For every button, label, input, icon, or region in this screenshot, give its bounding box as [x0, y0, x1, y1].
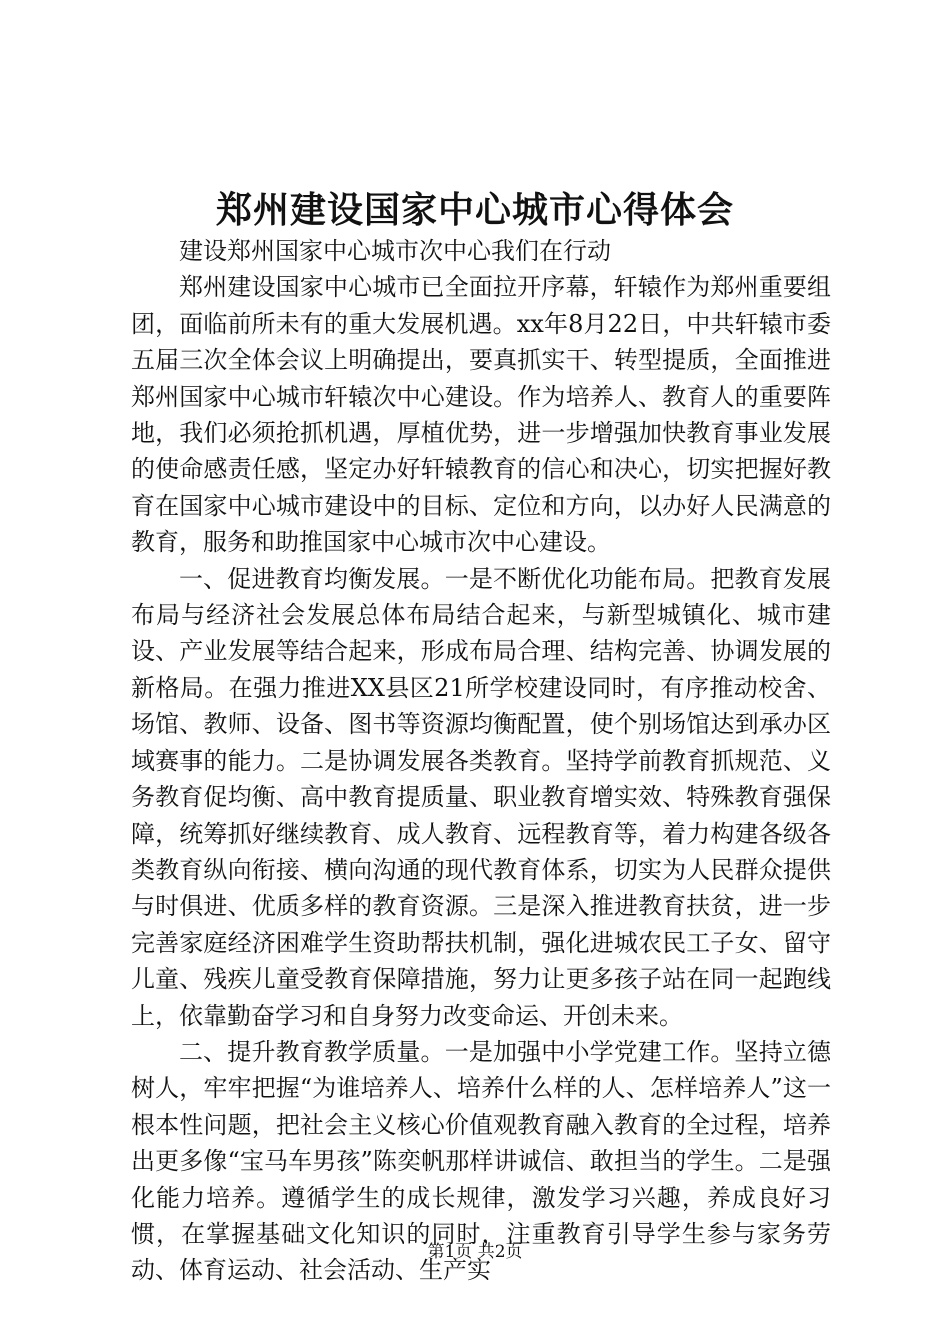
- paragraph-section-two: 二、提升教育教学质量。一是加强中小学党建工作。坚持立德树人，牢牢把握“为谁培养人、培养什么样的人、怎样培养人”这一根本性问题，把社会主义核心价值观教育融入教育的全过程，培养出更多像“宝马车男孩”陈奕帆那样讲诚信、敢担当的学生。二是强化能力培养。遵循学生的成长规律，激发学习兴趣，养成良好习惯，在掌握基础文化知识的同时，注重教育引导学生参与家务劳动、体育运动、社会活动、生产实: [131, 1037, 831, 1285]
- page-footer: 第1页 共2页: [427, 1242, 523, 1262]
- paragraph-subtitle: 建设郑州国家中心城市次中心我们在行动: [179, 237, 611, 265]
- paragraph-section-one: 一、促进教育均衡发展。一是不断优化功能布局。把教育发展布局与经济社会发展总体布局结合起来，与新型城镇化、城市建设、产业发展等结合起来，形成布局合理、结构完善、协调发展的新格局。在强力推进XX县区21所学校建设同时，有序推动校舍、场馆、教师、设备、图书等资源均衡配置，使个别场馆达到承办区域赛事的能力。二是协调发展各类教育。坚持学前教育抓规范、义务教育促均衡、高中教育提质量、职业教育增实效、特殊教育强保障，统筹抓好继续教育、成人教育、远程教育等，着力构建各级各类教育纵向衔接、横向沟通的现代教育体系，切实为人民群众提供与时俱进、优质多样的教育资源。三是深入推进教育扶贫，进一步完善家庭经济困难学生资助帮扶机制，强化进城农民工子女、留守儿童、残疾儿童受教育保障措施，努力让更多孩子站在同一起跑线上，依靠勤奋学习和自身努力改变命运、开创未来。: [131, 564, 831, 1030]
- document-body: [131, 233, 831, 1289]
- paragraph-intro: 郑州建设国家中心城市已全面拉开序幕，轩辕作为郑州重要组团，面临前所未有的重大发展机遇。xx年8月22日，中共轩辕市委五届三次全体会议上明确提出，要真抓实干、转型提质，全面推进郑州国家中心城市轩辕次中心建设。作为培养人、教育人的重要阵地，我们必须抢抓机遇，厚植优势，进一步增强加快教育事业发展的使命感责任感，坚定办好轩辕教育的信心和决心，切实把握好教育在国家中心城市建设中的目标、定位和方向，以办好人民满意的教育，服务和助推国家中心城市次中心建设。: [131, 273, 831, 557]
- document-title: 郑州建设国家中心城市心得体会: [215, 189, 734, 231]
